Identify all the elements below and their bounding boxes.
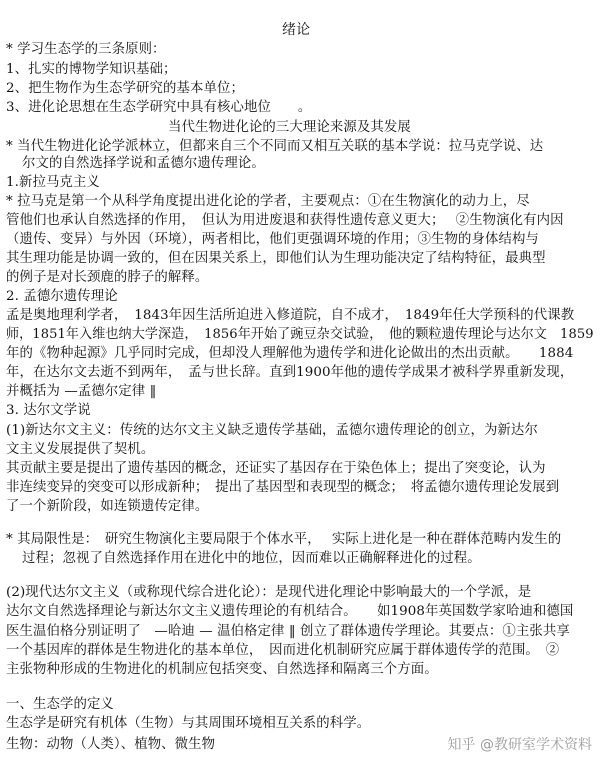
text-line-3: 2、把生物作为生态学研究的基本单位； (6, 81, 244, 96)
document-title: 绪论 (282, 22, 311, 38)
text-line-27: 过程；忽视了自然选择作用在进化中的地位，因而难以正确解释进化的过程。 (22, 551, 481, 566)
text-line-10: 管他们也承认自然选择的作用， 但认为用进废退和获得性遗传意义更大； ②生物演化有内因 (6, 213, 564, 228)
text-line-17: 年的《物种起源》几乎同时完成，但却没人理解他为遗传学和进化论做出的杰出贡献。 1884 (6, 346, 574, 361)
text-line-31: 一个基因库的群体是生物进化的基本单位， 因而进化机制研究应属于群体遗传学的范围。 ② (6, 643, 560, 658)
text-line-28: (2)现代达尔文主义（或称现代综合进化论）：是现代进化理论中影响最大的一个学派，是 (6, 585, 532, 600)
text-line-19: 并概括为 —孟德尔定律 ‖ (6, 384, 157, 399)
text-line-11: （遗传、变异）与外因（环境），两者相比，他们更强调环境的作用；③生物的身体结构与 (6, 232, 539, 247)
text-line-2: 1、扎实的博物学知识基础； (6, 62, 177, 77)
section-heading-theories: 当代生物进化论的三大理论来源及其发展 (168, 120, 411, 135)
text-line-6: * 当代生物进化论学派林立，但都来自三个不同而又相互关联的基本学说：拉马克学说、达 (6, 139, 544, 154)
heading-darwinism: 3. 达尔文学说 (6, 403, 91, 418)
text-line-16: 师，1851年入维也纳大学深造， 1856年开始了豌豆杂交试验， 他的颗粒遗传理论与达尔文 1859 (6, 327, 594, 342)
text-line-34: 生态学是研究有机体（生物）与其周围环境相互关系的科学。 (6, 716, 371, 731)
text-line-15: 孟是奥地理利学者， 1843年因生活所迫进入修道院，自不成才， 1849年任大学预科的代课教 (6, 308, 575, 323)
text-line-4: 3、进化论思想在生态学研究中具有核心地位 。 (6, 100, 312, 115)
text-line-22: 文主义发展提供了契机。 (6, 442, 155, 457)
text-line-21: (1)新达尔文主义：传统的达尔文主义缺乏遗传学基础，孟德尔遗传理论的创立，为新达尔 (6, 423, 538, 438)
text-line-25: 了一个新阶段，如连锁遗传定律。 (6, 499, 209, 514)
text-line-9: * 拉马克是第一个从科学角度提出进化论的学者，主要观点：①在生物演化的动力上，尽 (6, 194, 530, 209)
text-line-1: * 学习生态学的三条原则： (6, 42, 166, 57)
text-line-12: 其生理功能是协调一致的，但在因果关系上，即他们认为生理功能决定了结构特征，最典型 (6, 251, 546, 266)
text-line-24: 非连续变异的突变可以形成新种； 提出了基因型和表现型的概念； 将孟德尔遗传理论发展到 (6, 480, 560, 495)
text-line-32: 主张物种形成的生物进化的机制应包括突变、自然选择和隔离三个方面。 (6, 662, 438, 677)
text-line-13: 的例子是对长颈鹿的脖子的解释。 (6, 270, 209, 285)
text-line-18: 年，在达尔文去逝不到两年， 孟与世长辞。直到1900年他的遗传学成果才被科学界重新发现， (6, 365, 574, 380)
zhihu-watermark: 知乎 @教研室学术资料 (447, 737, 592, 753)
text-line-7: 尔文的自然选择学说和孟德尔遗传理论。 (22, 156, 265, 171)
heading-ecology-definition: 一、生态学的定义 (6, 697, 114, 712)
text-line-35: 生物：动物（人类）、植物、微生物 (6, 737, 216, 752)
text-line-26: * 其局限性是： 研究生物演化主要局限于个体水平， 实际上进化是一种在群体范畴内发生的 (6, 532, 562, 547)
heading-neo-lamarckism: 1.新拉马克主义 (6, 175, 100, 190)
text-line-23: 其贡献主要是提出了遗传基因的概念，还证实了基因存在于染色体上；提出了突变论，认为 (6, 461, 546, 476)
heading-mendel: 2. 孟德尔遗传理论 (6, 289, 118, 304)
text-line-30: 医生温伯格分别证明了 —哈迪 — 温伯格定律 ‖ 创立了群体遗传学理论。其要点：①主张共享 (6, 624, 570, 639)
text-line-29: 达尔文自然选择理论与新达尔文主义遗传理论的有机结合。 如1908年英国数学家哈迪和德国 (6, 604, 574, 619)
